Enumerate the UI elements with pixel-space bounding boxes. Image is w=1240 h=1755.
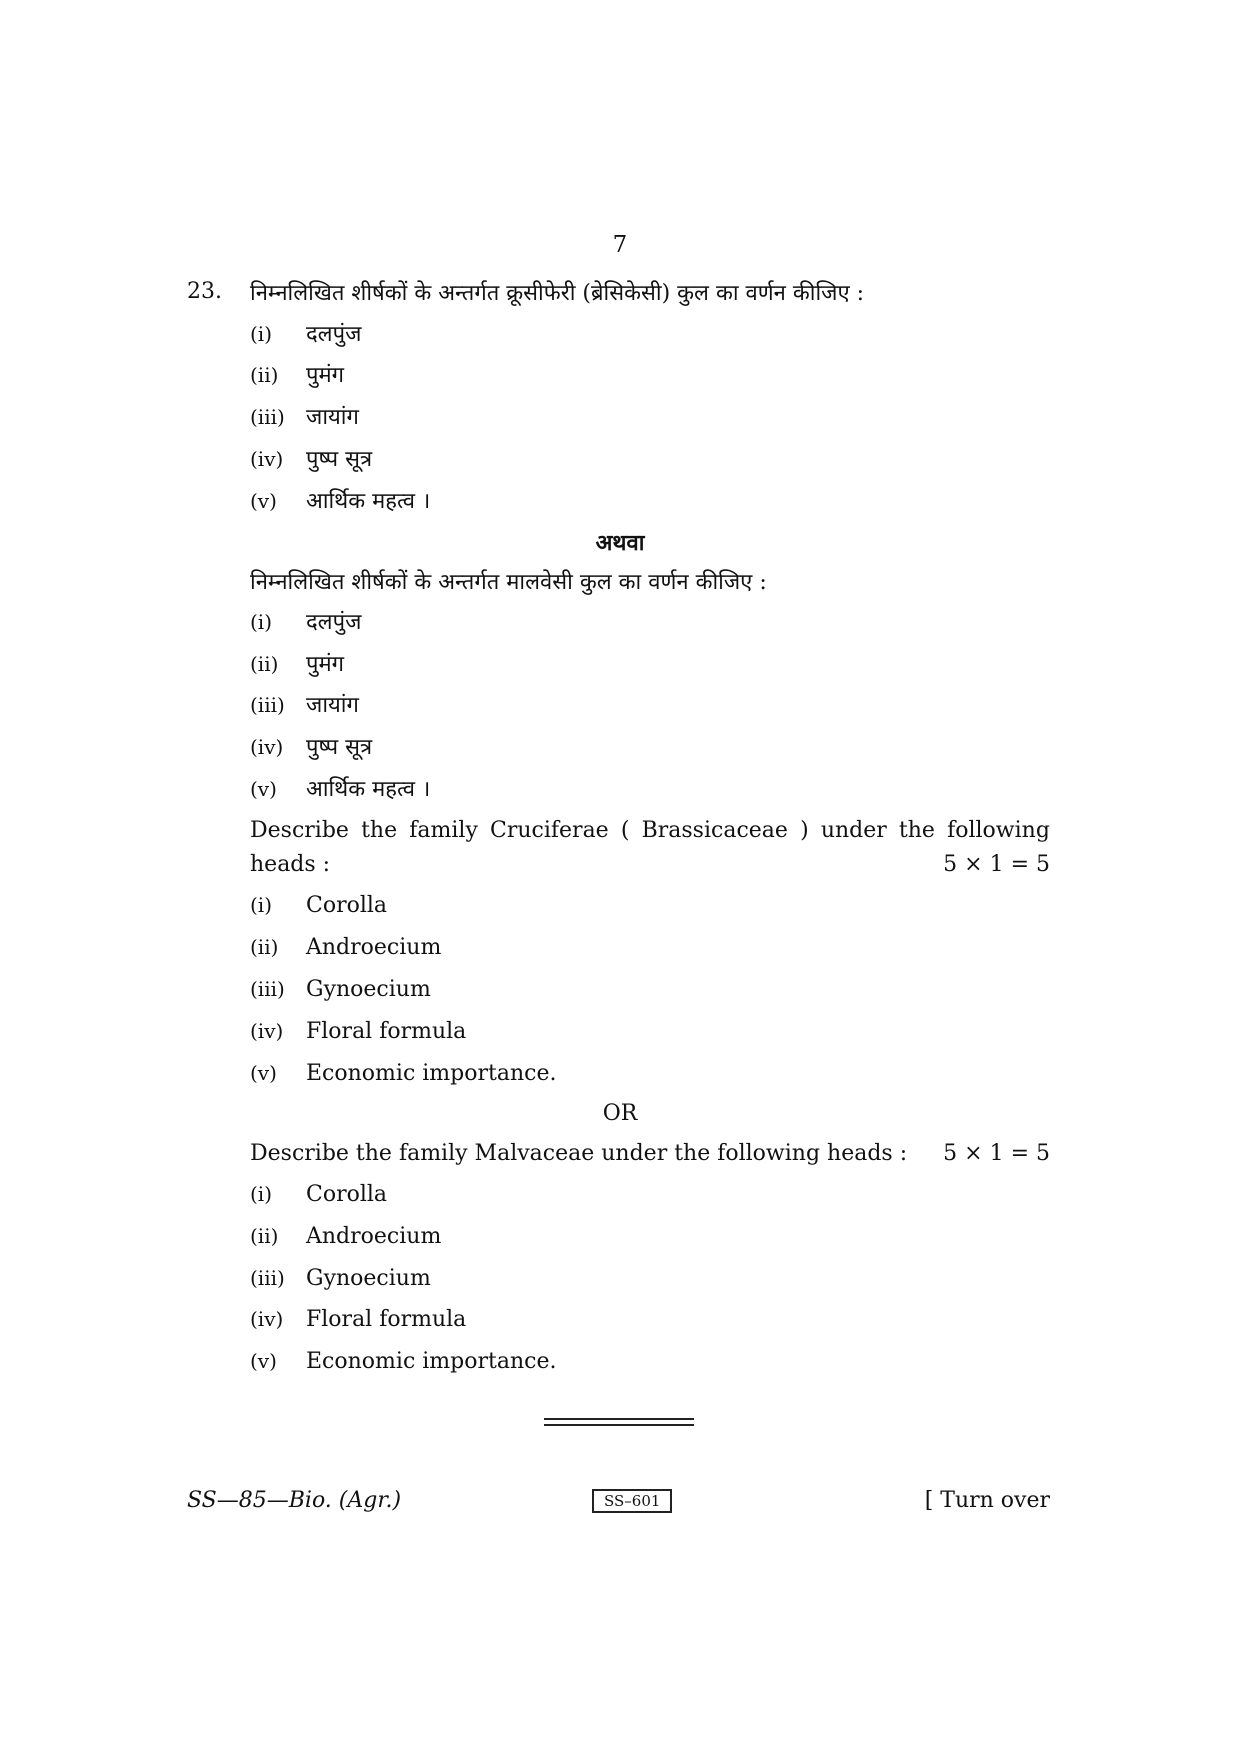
item-text: Gynoecium [306,1266,431,1291]
hindi-item [250,318,361,348]
item-numeral: (iv) [250,1307,284,1331]
stem-word: Brassicaceae [641,818,788,843]
hindi-alt-item [250,773,430,803]
item-numeral: (iv) [250,735,284,759]
hindi-alt-item [250,731,372,761]
hindi-item [250,443,372,473]
english-question-stem [250,818,1050,843]
item-numeral: (i) [250,1182,273,1206]
hindi-or-label: अथवा [595,530,645,556]
item-text: दलपुंज [306,610,362,635]
hindi-item [250,401,359,431]
item-text: आर्थिक महत्व । [306,489,431,514]
item-numeral: (i) [250,893,273,917]
hindi-alt-item [250,689,359,719]
english-alt-question-stem: Describe the family Malvaceae under the following heads : [250,1141,908,1166]
english-question-stem-line2: heads : [250,852,331,877]
item-numeral: (i) [250,610,273,634]
marks-label: 5 × 1 = 5 [943,852,1050,877]
stem-word: under [820,818,887,843]
item-text: Androecium [306,1224,442,1249]
stem-word: Cruciferae [490,818,609,843]
hindi-alt-item [250,648,344,678]
item-text: पुमंग [306,652,345,677]
item-numeral: (iii) [250,977,285,1001]
english-item [250,893,387,918]
stem-word: Describe [250,818,349,843]
item-text: Economic importance. [306,1349,557,1374]
item-text: जायांग [306,693,359,718]
english-alt-item [250,1224,441,1249]
item-numeral: (iv) [250,1019,284,1043]
item-text: पुष्प सूत्र [306,735,373,760]
item-numeral: (i) [250,322,273,346]
item-numeral: (iii) [250,693,285,717]
item-text: दलपुंज [306,322,362,347]
hindi-item [250,485,430,515]
item-numeral: (iii) [250,1266,285,1290]
english-or-label: OR [602,1101,638,1126]
item-numeral: (iv) [250,447,284,471]
hindi-item [250,359,344,389]
item-numeral: (ii) [250,363,279,387]
stem-word: following [947,818,1050,843]
item-text: Corolla [306,893,388,918]
question-number: 23. [187,279,222,304]
marks-label: 5 × 1 = 5 [943,1141,1050,1166]
footer-turn-over: [ Turn over [924,1488,1050,1513]
item-text: आर्थिक महत्व । [306,777,431,802]
item-text: Corolla [306,1182,388,1207]
stem-word: the [898,818,935,843]
english-alt-item [250,1349,556,1374]
item-numeral: (iii) [250,405,285,429]
english-alt-item [250,1182,387,1207]
item-text: Floral formula [306,1019,467,1044]
stem-word: family [409,818,478,843]
item-text: पुमंग [306,363,345,388]
page-number: 7 [612,232,628,258]
item-numeral: (v) [250,1061,277,1085]
footer-paper-code: SS—85—Bio. (Agr.) [187,1488,402,1513]
hindi-question-stem: निम्नलिखित शीर्षकों के अन्तर्गत क्रूसीफेरी (ब्रेसिकेसी) कुल का वर्णन कीजिए : [250,281,865,306]
item-text: पुष्प सूत्र [306,447,373,472]
english-alt-item [250,1307,466,1332]
item-numeral: (ii) [250,652,279,676]
item-text: Androecium [306,935,442,960]
hindi-alt-item [250,606,361,636]
stem-word: ) [800,818,809,843]
english-item [250,935,441,960]
item-text: जायांग [306,405,359,430]
footer-boxed-code: SS–601 [592,1489,672,1513]
hindi-alt-question-stem: निम्नलिखित शीर्षकों के अन्तर्गत मालवेसी कुल का वर्णन कीजिए : [250,570,767,595]
item-numeral: (v) [250,1349,277,1373]
english-item [250,1061,556,1086]
item-numeral: (v) [250,777,277,801]
end-of-paper-rule [544,1418,694,1426]
item-text: Economic importance. [306,1061,557,1086]
english-alt-item [250,1266,431,1291]
english-item [250,1019,466,1044]
item-text: Gynoecium [306,977,431,1002]
item-text: Floral formula [306,1307,467,1332]
stem-word: ( [620,818,630,843]
item-numeral: (v) [250,489,277,513]
item-numeral: (ii) [250,1224,279,1248]
english-item [250,977,431,1002]
stem-word: the [361,818,398,843]
item-numeral: (ii) [250,935,279,959]
